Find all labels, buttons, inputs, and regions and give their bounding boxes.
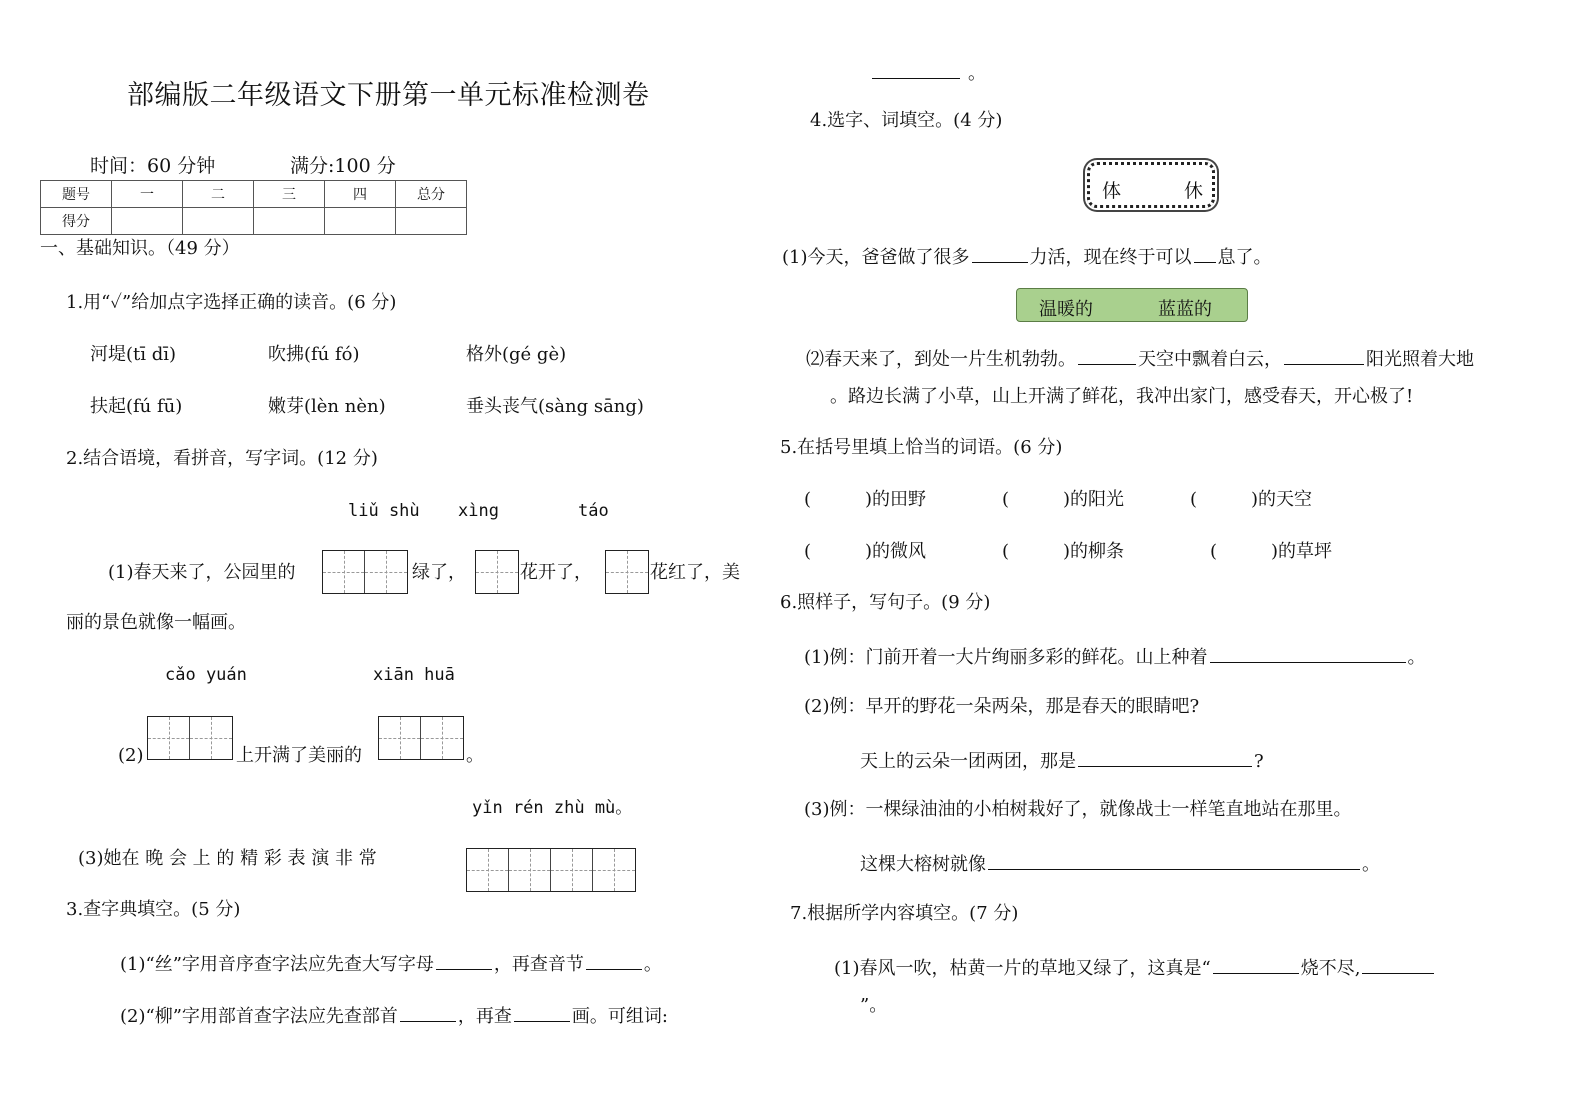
score-header-cell: 三 — [254, 181, 325, 208]
time-label: 时间：60 分钟 — [90, 155, 216, 177]
q3-s1-text: (1)“丝”字用音序查字法应先查大写字母 — [120, 954, 434, 975]
score-cell[interactable] — [325, 208, 396, 235]
q2-s2-text: (2) — [118, 745, 144, 766]
q2-s1-text: 丽的景色就像一幅画。 — [66, 612, 246, 633]
q6-s1-end: 。 — [1407, 647, 1426, 668]
q6-s2-end: ? — [1254, 751, 1264, 772]
grid-cell[interactable] — [365, 551, 407, 593]
q7-s1 — [834, 955, 1436, 980]
answer-blank[interactable] — [872, 60, 960, 79]
q3-s1 — [120, 951, 662, 976]
score-header-cell: 二 — [183, 181, 254, 208]
answer-blank[interactable] — [1078, 346, 1136, 365]
q1-item: 河堤(tī dī) — [90, 344, 177, 365]
q5-item[interactable]: ( )的阳光 — [1002, 489, 1125, 510]
q3-cont-end: 。 — [968, 63, 986, 84]
q4-s1-text: 力活，现在终于可以 — [1029, 247, 1192, 268]
q2-s1-text: 花红了，美 — [650, 562, 740, 583]
q4-char-choice-frame — [1087, 162, 1215, 208]
answer-blank[interactable] — [1284, 346, 1364, 365]
q4-heading: 4.选字、词填空。(4 分) — [810, 110, 1003, 131]
answer-blank[interactable] — [1210, 644, 1406, 663]
grid-cell[interactable] — [148, 717, 190, 759]
q3-s1-text: 。 — [643, 954, 662, 975]
q2-s1-text: 花开了， — [520, 562, 592, 583]
q3-continuation — [870, 60, 986, 85]
q4-s2-text: 天空中飘着白云， — [1138, 349, 1282, 370]
q1-item: 格外(gé gè) — [466, 344, 567, 365]
q3-s2 — [120, 1003, 668, 1028]
grid-cell[interactable] — [467, 849, 509, 891]
q1-item: 吹拂(fú fó) — [268, 344, 360, 365]
grid-cell[interactable] — [323, 551, 365, 593]
q6-s2-fill — [860, 748, 1264, 773]
q6-s3-fill-text: 这棵大榕树就像 — [860, 854, 986, 875]
q2-pinyin: xiān huā — [373, 665, 455, 685]
q4-s2-text: 阳光照着大地 — [1366, 349, 1474, 370]
q5-item[interactable]: ( )的柳条 — [1002, 541, 1125, 562]
q7-s1-text: (1)春风一吹，枯黄一片的草地又绿了，这真是“ — [834, 958, 1211, 979]
q1-item: 嫩芽(lèn nèn) — [268, 396, 386, 417]
q2-pinyin: liǔ shù — [348, 501, 420, 521]
q5-heading: 5.在括号里填上恰当的词语。(6 分) — [780, 437, 1063, 458]
score-header-cell: 一 — [112, 181, 183, 208]
grid-cell[interactable] — [421, 717, 463, 759]
q2-answer-grid-idiom[interactable] — [466, 848, 636, 892]
answer-blank[interactable] — [1362, 955, 1434, 974]
score-cell[interactable] — [183, 208, 254, 235]
q3-s2-text: ，再查 — [457, 1006, 512, 1027]
q4-word-option: 温暖的 — [1039, 299, 1093, 320]
grid-cell[interactable] — [606, 551, 648, 593]
q2-heading: 2.结合语境，看拼音，写字词。(12 分) — [66, 448, 378, 469]
q5-item[interactable]: ( )的田野 — [804, 489, 927, 510]
q5-item[interactable]: ( )的微风 — [804, 541, 927, 562]
q2-answer-grid-apricot[interactable] — [475, 550, 519, 594]
q2-answer-grid-grassland[interactable] — [147, 716, 233, 760]
page-title: 部编版二年级语文下册第一单元标准检测卷 — [127, 80, 650, 111]
q3-heading: 3.查字典填空。(5 分) — [66, 899, 241, 920]
q6-s2: (2)例：早开的野花一朵两朵，那是春天的眼睛吧? — [804, 696, 1200, 717]
score-table — [40, 180, 467, 235]
q4-s2-cont: 。路边长满了小草，山上开满了鲜花，我冲出家门，感受春天，开心极了! — [830, 386, 1414, 407]
q2-pinyin: yǐn rén zhù mù。 — [472, 798, 633, 818]
q4-s1-text: 息了。 — [1217, 247, 1272, 268]
q4-s2-text: ⑵春天来了，到处一片生机勃勃。 — [806, 349, 1076, 370]
q4-word-choice-box — [1016, 288, 1248, 322]
q3-s1-text: ，再查音节 — [493, 954, 584, 975]
grid-cell[interactable] — [593, 849, 635, 891]
q6-heading: 6.照样子，写句子。(9 分) — [780, 592, 991, 613]
q4-char-option: 休 — [1184, 180, 1204, 202]
q6-s1 — [804, 644, 1426, 669]
section1-heading: 一、基础知识。（49 分） — [40, 238, 240, 259]
q2-pinyin: cǎo yuán — [165, 665, 247, 685]
q7-s1-text: 烧不尽, — [1300, 958, 1361, 979]
q6-s1-text: (1)例：门前开着一大片绚丽多彩的鲜花。山上种着 — [804, 647, 1208, 668]
q3-s2-text: 画。可组词: — [571, 1006, 668, 1027]
grid-cell[interactable] — [379, 717, 421, 759]
full-score-label: 满分:100 分 — [290, 155, 396, 177]
q2-answer-grid-flowers[interactable] — [378, 716, 464, 760]
score-cell[interactable] — [254, 208, 325, 235]
q4-s1-text: (1)今天，爸爸做了很多 — [782, 247, 970, 268]
answer-blank[interactable] — [1078, 748, 1252, 767]
q2-s1-text: 绿了， — [412, 562, 466, 583]
answer-blank[interactable] — [400, 1003, 456, 1022]
q2-s2-text: 上开满了美丽的 — [236, 745, 362, 766]
q7-s1-end: ”。 — [860, 995, 888, 1016]
score-header-cell: 四 — [325, 181, 396, 208]
q6-s3-end: 。 — [1362, 854, 1380, 875]
q2-s3-text: (3)她在 晚 会 上 的 精 彩 表 演 非 常 — [78, 848, 377, 869]
q6-s3: (3)例：一棵绿油油的小柏树栽好了，就像战士一样笔直地站在那里。 — [804, 799, 1352, 820]
q7-heading: 7.根据所学内容填空。(7 分) — [790, 903, 1019, 924]
score-table-score-row — [41, 208, 467, 235]
score-row-label: 得分 — [41, 208, 112, 235]
q2-pinyin: xìng — [458, 501, 499, 521]
answer-blank[interactable] — [1194, 244, 1216, 263]
q4-word-option: 蓝蓝的 — [1158, 299, 1212, 320]
q1-item: 垂头丧气(sàng sāng) — [466, 396, 644, 417]
q4-s2 — [806, 346, 1474, 371]
q4-s1 — [782, 244, 1272, 269]
q2-pinyin: táo — [578, 501, 609, 521]
q5-item[interactable]: ( )的天空 — [1190, 489, 1313, 510]
score-cell[interactable] — [112, 208, 183, 235]
q2-answer-grid-peach[interactable] — [605, 550, 649, 594]
answer-blank[interactable] — [1213, 955, 1299, 974]
q3-s2-text: (2)“柳”字用部首查字法应先查部首 — [120, 1006, 398, 1027]
answer-blank[interactable] — [972, 244, 1028, 263]
q5-item[interactable]: ( )的草坪 — [1210, 541, 1333, 562]
answer-blank[interactable] — [586, 951, 642, 970]
q2-s1-text: (1)春天来了，公园里的 — [108, 562, 296, 583]
q4-char-option: 体 — [1102, 180, 1122, 202]
q2-answer-grid-willow[interactable] — [322, 550, 408, 594]
score-header-cell: 总分 — [396, 181, 467, 208]
q6-s3-fill — [860, 851, 1380, 876]
q2-s2-text: 。 — [466, 745, 484, 766]
grid-cell[interactable] — [509, 849, 551, 891]
q1-heading: 1.用“✓”给加点字选择正确的读音。(6 分) — [66, 292, 397, 313]
grid-cell[interactable] — [551, 849, 593, 891]
answer-blank[interactable] — [514, 1003, 570, 1022]
grid-cell[interactable] — [190, 717, 232, 759]
score-header-cell: 题号 — [41, 181, 112, 208]
q1-item: 扶起(fú fū) — [90, 396, 183, 417]
score-cell[interactable] — [396, 208, 467, 235]
answer-blank[interactable] — [436, 951, 492, 970]
q6-s2-fill-text: 天上的云朵一团两团，那是 — [860, 751, 1076, 772]
answer-blank[interactable] — [988, 851, 1360, 870]
score-table-header-row — [41, 181, 467, 208]
grid-cell[interactable] — [476, 551, 518, 593]
